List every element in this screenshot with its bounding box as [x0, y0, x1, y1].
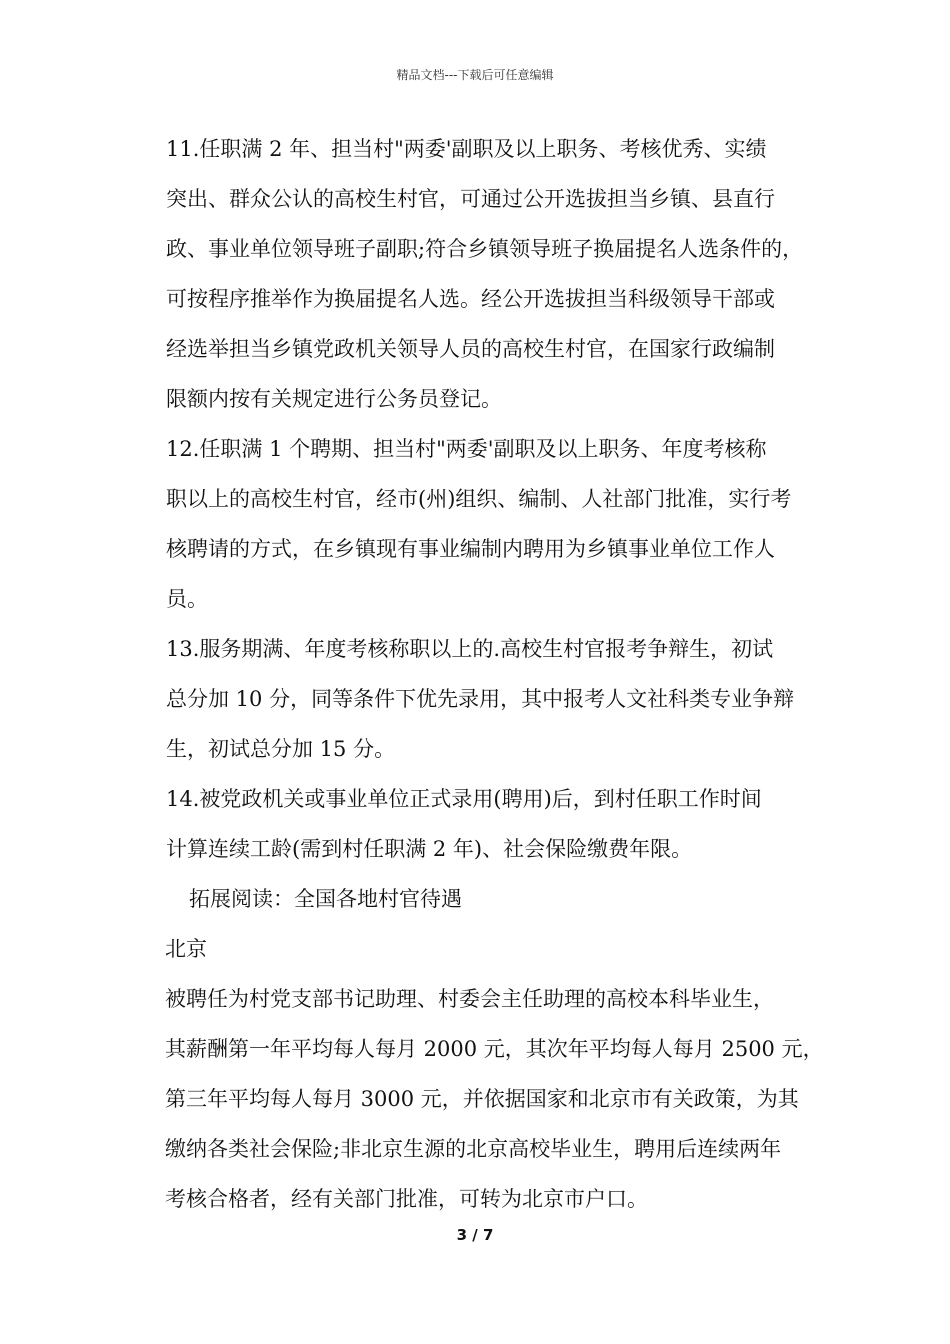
text-line: 12.任职满 1 个聘期、担当村"两委'副职及以上职务、年度考核称: [166, 437, 767, 461]
text-line: 考核合格者，经有关部门批准，可转为北京市户口。: [165, 1187, 648, 1211]
text-line: 被聘任为村党支部书记助理、村委会主任助理的高校本科毕业生，: [165, 987, 774, 1011]
text-line: 11.任职满 2 年、担当村"两委'副职及以上职务、考核优秀、实绩: [166, 137, 767, 161]
paragraph-beijing: [145, 974, 825, 1224]
text-line: 缴纳各类社会保险;非北京生源的北京高校毕业生，聘用后连续两年: [165, 1137, 782, 1161]
text-line: 经选举担当乡镇党政机关领导人员的高校生村官，在国家行政编制: [166, 337, 775, 361]
text-line: 其薪酬第一年平均每人每月 2000 元，其次年平均每人每月 2500 元，: [165, 1037, 824, 1061]
text-line: 总分加 10 分，同等条件下优先录用，其中报考人文社科类专业争辩: [166, 687, 795, 711]
text-line: 生，初试总分加 15 分。: [166, 737, 396, 761]
text-line: 第三年平均每人每月 3000 元，并依据国家和北京市有关政策，为其: [165, 1087, 799, 1111]
text-line: 限额内按有关规定进行公务员登记。: [166, 387, 502, 411]
text-line: 突出、群众公认的高校生村官，可通过公开选拔担当乡镇、县直行: [166, 187, 775, 211]
page-header: 精品文档---下载后可任意编辑: [396, 68, 554, 82]
text-line: 13.服务期满、年度考核称职以上的.高校生村官报考争辩生，初试: [166, 637, 774, 661]
text-line: 计算连续工龄(需到村任职满 2 年)、社会保险缴费年限。: [166, 837, 693, 861]
text-line: 拓展阅读：全国各地村官待遇: [189, 887, 462, 911]
paragraph-item-14: [145, 774, 825, 874]
paragraph-item-12: [145, 424, 825, 624]
text-line: 职以上的高校生村官，经市(州)组织、编制、人社部门批准，实行考: [166, 487, 792, 511]
text-line: 员。: [166, 587, 208, 611]
document-body: [145, 124, 825, 1224]
text-line: 核聘请的方式，在乡镇现有事业编制内聘用为乡镇事业单位工作人: [166, 537, 775, 561]
extended-reading-heading: [145, 874, 825, 924]
text-line: 政、事业单位领导班子副职;符合乡镇领导班子换届提名人选条件的，: [166, 237, 804, 261]
text-line: 北京: [165, 937, 207, 961]
paragraph-item-13: [145, 624, 825, 774]
text-line: 可按程序推举作为换届提名人选。经公开选拔担当科级领导干部或: [166, 287, 775, 311]
text-line: 14.被党政机关或事业单位正式录用(聘用)后，到村任职工作时间: [166, 787, 762, 811]
section-title-beijing: [145, 924, 825, 974]
page-number: 3 / 7: [456, 1226, 494, 1244]
paragraph-item-11: [145, 124, 825, 424]
